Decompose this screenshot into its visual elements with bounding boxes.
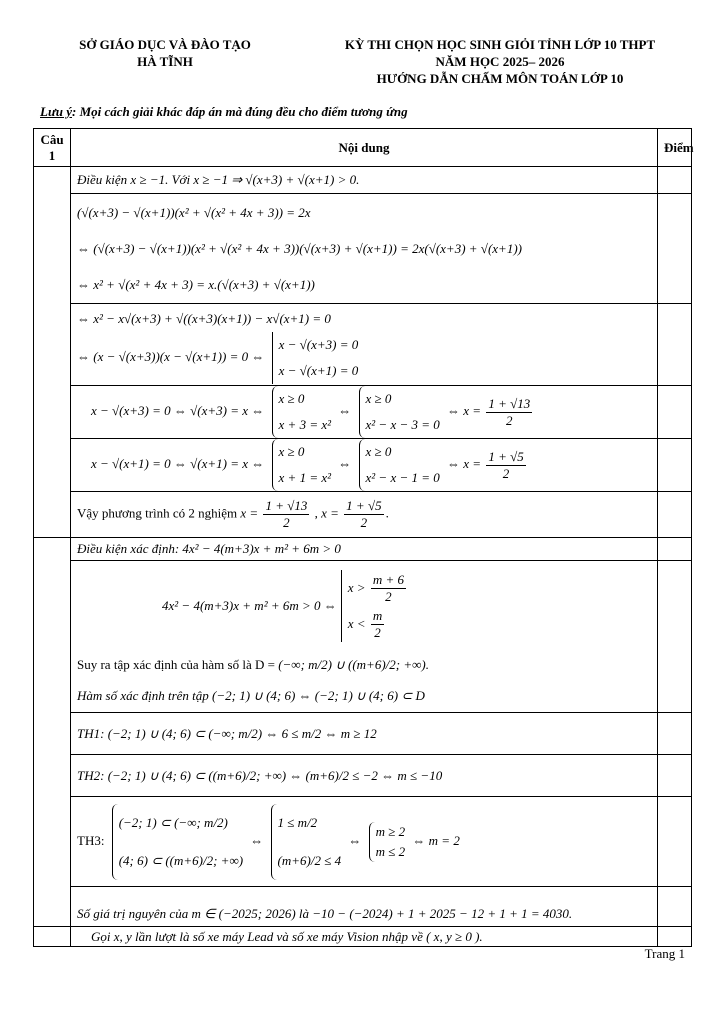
col-score: Điểm	[658, 129, 692, 167]
p2-th1	[71, 713, 658, 755]
exam-subtitle: HƯỚNG DẪN CHẤM MÔN TOÁN LỚP 10	[376, 71, 624, 86]
p1-x2-label: , x =	[314, 505, 339, 521]
grading-table	[33, 128, 692, 947]
p1-root1	[486, 396, 532, 429]
score-cell	[658, 386, 692, 439]
p1-row6: Vậy phương trình có 2 nghiệm x = $\frac{1 + √13}{2}$ , x = $\frac{1 + √5}{2}$ .	[71, 492, 658, 538]
sys-line: x² − x − 3 = 0	[365, 417, 440, 432]
frac-num: 1 + √5	[346, 498, 382, 513]
score-cell	[658, 538, 692, 561]
sys-line: m ≥ 2	[375, 823, 406, 839]
sys-line: 1 ≤ m/2	[277, 814, 318, 830]
p2-case-th2: TH2: (−2; 1) ∪ (4; 6) ⊂ ((m+6)/2; +∞) ⇔ (m+6)/2 ≤ −2 ⇔ m ≤ −10	[77, 767, 443, 783]
col-cau-num: 1	[48, 147, 56, 163]
cau-cell-3	[34, 927, 71, 947]
score-cell	[658, 561, 692, 713]
p1-x1	[263, 498, 309, 531]
frac-den: 2	[385, 589, 392, 605]
note-text: : Mọi cách giải khác đáp án mà đúng đều cho điểm tương ứng	[71, 104, 408, 119]
p1-eq1: (√(x+3) − √(x+1))(x² + √(x² + 4x + 3)) = 2x	[77, 204, 311, 220]
p2-th3-sys1	[112, 804, 243, 880]
p1-row2	[71, 194, 658, 304]
p1-eq4: ⇔ x² − x√(x+3) + √((x+3)(x+1)) − x√(x+1) = 0	[77, 310, 331, 326]
frac-den: 2	[283, 515, 290, 530]
p2-th3-sys3	[369, 822, 406, 862]
p2-domain-cond: Hàm số xác định trên tập (−2; 1) ∪ (4; 6) ⇔ (−2; 1) ∪ (4; 6) ⊂ D	[77, 687, 425, 703]
p3-row1	[71, 927, 658, 947]
p2-domain-set: (−∞; m/2) ∪ ((m+6)/2; +∞).	[278, 656, 429, 672]
p1-row1	[71, 167, 658, 194]
p2-condition: Điều kiện xác định: 4x² − 4(m+3)x + m² + 6m > 0	[77, 541, 341, 556]
page-number: Trang 1	[644, 946, 685, 961]
p2-case1	[348, 570, 408, 606]
p1-case1-left: x − √(x+3) = 0 ⇔ √(x+3) = x ⇔	[91, 402, 265, 418]
frac-num: 1 + √13	[488, 395, 531, 411]
p1-case2-result: ⇔ x =	[447, 455, 482, 471]
sys-line: x² − x − 1 = 0	[365, 470, 440, 485]
p1-case2-sys1	[272, 439, 331, 491]
score-cell	[658, 194, 692, 304]
sys-line: x + 3 = x²	[278, 417, 332, 432]
exam-year: NĂM HỌC 2025– 2026	[435, 54, 565, 69]
p1-row3	[71, 304, 658, 386]
note	[40, 104, 408, 120]
issuer-header	[40, 36, 290, 70]
col-cau-label: Câu	[40, 131, 64, 147]
sys-line: x + 1 = x²	[278, 470, 332, 485]
p2-case-th1: TH1: (−2; 1) ∪ (4; 6) ⊂ (−∞; m/2) ⇔ 6 ≤ m/2 ⇔ m ≥ 12	[77, 725, 377, 741]
p1-row5: x − √(x+1) = 0 ⇔ √(x+1) = x ⇔ x ≥ 0 x + 1 = x² ⇔ x ≥ 0 x² − x − 1 = 0 ⇔ x = $\frac{1 + √5}{2}$	[71, 439, 658, 492]
p1-eq3: ⇔ x² + √(x² + 4x + 3) = x.(√(x+3) + √(x+1))	[77, 276, 315, 292]
cau-cell-1	[34, 167, 71, 538]
score-cell	[658, 755, 692, 797]
issuer-line1: SỞ GIÁO DỤC VÀ ĐÀO TẠO	[79, 37, 251, 52]
exam-header	[300, 36, 700, 87]
p3-intro: Gọi x, y lần lượt là số xe máy Lead và số xe máy Vision nhập về ( x, y ≥ 0 ).	[91, 928, 483, 944]
sys-line: (m+6)/2 ≤ 4	[277, 852, 342, 868]
frac-den: 2	[502, 465, 510, 481]
p1-case2-sys2	[359, 439, 440, 491]
sys-line: m ≤ 2	[375, 843, 406, 859]
score-cell	[658, 927, 692, 947]
p2-row2	[71, 561, 658, 713]
score-cell	[658, 797, 692, 887]
col-content: Nội dung	[71, 129, 658, 167]
p1-case1-sys2	[359, 386, 440, 438]
sys-line: x ≥ 0	[278, 444, 305, 459]
score-cell	[658, 887, 692, 927]
score-cell	[658, 167, 692, 194]
p1-eq5: ⇔ (x − √(x+3))(x − √(x+1)) = 0 ⇔	[77, 348, 265, 364]
p1-root2	[486, 449, 525, 482]
cau-cell-2	[34, 538, 71, 927]
issuer-line2: HÀ TĨNH	[137, 54, 193, 69]
p1-row4: x − √(x+3) = 0 ⇔ √(x+3) = x ⇔ x ≥ 0 x + 3 = x² ⇔ x ≥ 0 x² − x − 3 = 0 ⇔ x = $\frac{1 + √13}{2}$	[71, 386, 658, 439]
p2-th2	[71, 755, 658, 797]
p1-eq2: ⇔ (√(x+3) − √(x+1))(x² + √(x² + 4x + 3))(√(x+3) + √(x+1)) = 2x(√(x+3) + √(x+1))	[77, 240, 522, 256]
p2-th3-sys2	[271, 804, 342, 880]
p2-bracket-system	[341, 570, 408, 642]
p2-ineq: 4x² − 4(m+3)x + m² + 6m > 0 ⇔	[162, 597, 337, 613]
p2-th3-result: ⇔ m = 2	[412, 832, 460, 848]
frac-num: 1 + √5	[488, 448, 524, 464]
p1-bracket-system	[272, 332, 359, 384]
p1-case2: x − √(x+1) = 0	[278, 362, 359, 378]
p2-count: Số giá trị nguyên của m ∈ (−2025; 2026) là −10 − (−2024) + 1 + 2025 − 12 + 1 + 1 = 4030.	[77, 906, 573, 921]
p1-case1: x − √(x+3) = 0	[278, 336, 359, 352]
score-cell	[658, 439, 692, 492]
frac-den: 2	[374, 625, 381, 641]
sys-line: x ≥ 0	[365, 391, 392, 406]
p2-case1-label: x >	[347, 579, 366, 595]
note-label: Lưu ý	[40, 104, 72, 119]
frac-num: 1 + √13	[265, 498, 308, 513]
p1-case1-sys1	[272, 386, 331, 438]
frac-den: 2	[360, 515, 368, 530]
p1-case2-left: x − √(x+1) = 0 ⇔ √(x+1) = x ⇔	[91, 455, 265, 471]
frac-num: m	[372, 608, 383, 624]
p1-case1-result: ⇔ x =	[447, 402, 482, 418]
p2-last	[71, 887, 658, 927]
score-cell	[658, 713, 692, 755]
frac-num: m + 6	[372, 572, 404, 588]
sys-line: x ≥ 0	[365, 444, 392, 459]
p1-condition: Điều kiện x ≥ −1. Với x ≥ −1 ⇒ √(x+3) + √(x+1) > 0.	[77, 172, 360, 187]
p2-case2	[348, 606, 408, 642]
exam-title: KỲ THI CHỌN HỌC SINH GIỎI TỈNH LỚP 10 THPT	[344, 37, 656, 52]
sys-line: (−2; 1) ⊂ (−∞; m/2)	[118, 814, 228, 830]
col-cau	[34, 129, 71, 167]
p2-th3-label: TH3:	[77, 832, 105, 848]
p1-x2	[344, 498, 383, 531]
sys-line: (4; 6) ⊂ ((m+6)/2; +∞)	[118, 852, 244, 868]
score-cell	[658, 492, 692, 538]
sys-line: x ≥ 0	[278, 391, 305, 406]
p2-domain-text: Suy ra tập xác định của hàm số là D =	[77, 656, 275, 672]
p2-th3: TH3: (−2; 1) ⊂ (−∞; m/2) (4; 6) ⊂ ((m+6)/2; +∞) ⇔ 1 ≤ m/2 (m+6)/2 ≤ 4 ⇔ m ≥ 2 m ≤ 2 ⇔ m = 2	[71, 797, 658, 887]
p1-x1-label: x =	[240, 505, 259, 521]
score-cell	[658, 304, 692, 386]
p2-row1	[71, 538, 658, 561]
p2-case2-label: x <	[347, 615, 366, 631]
p1-conclusion: Vậy phương trình có 2 nghiệm	[77, 505, 238, 521]
frac-den: 2	[506, 412, 513, 428]
